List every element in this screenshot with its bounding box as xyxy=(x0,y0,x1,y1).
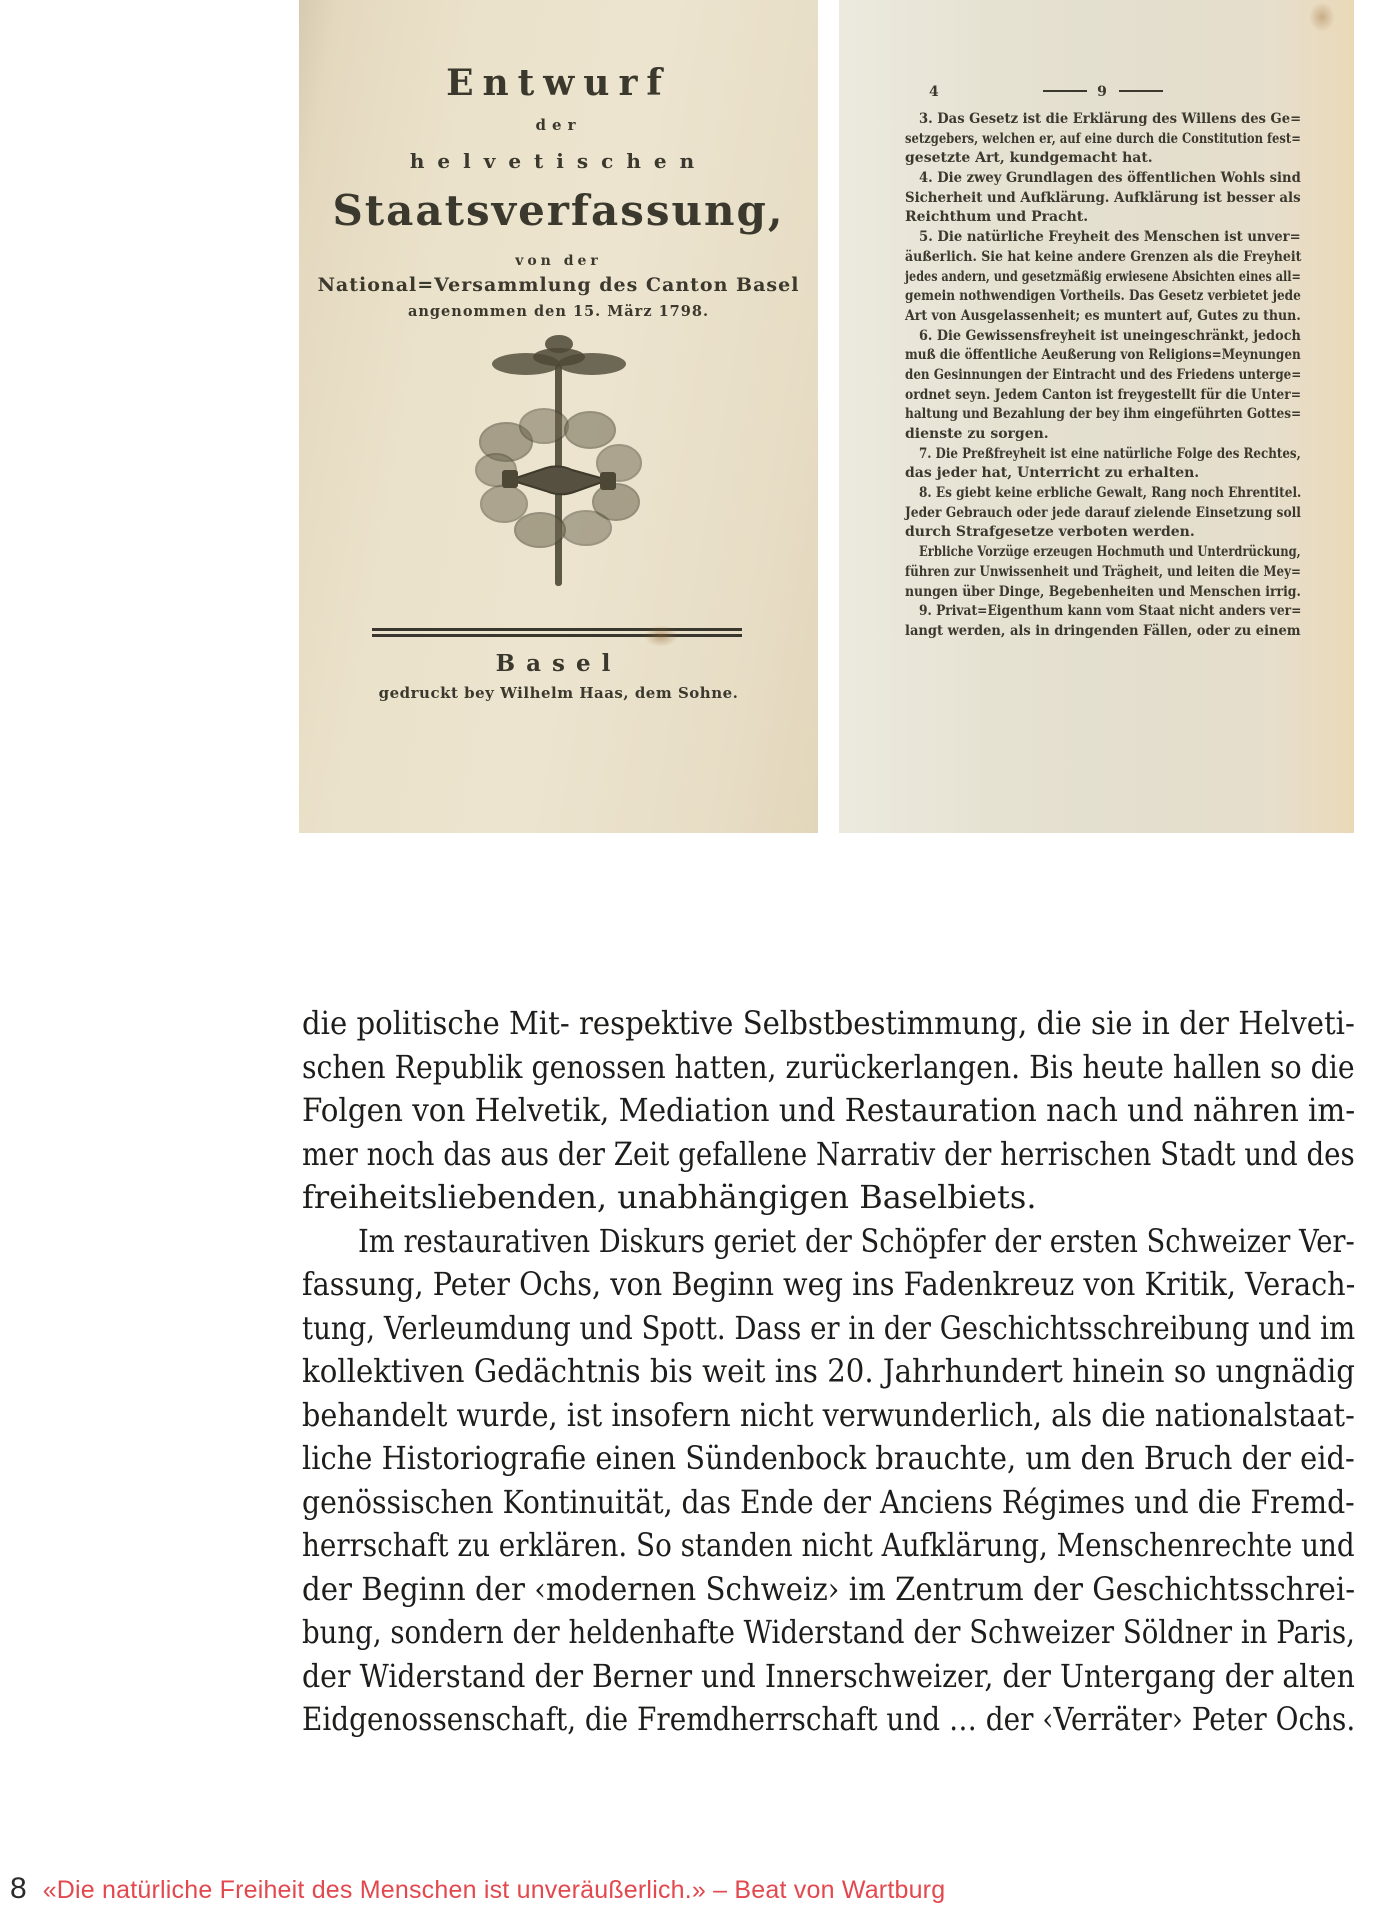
constitution-text-line: Sicherheit und Aufklärung. Aufklärung ist besser als xyxy=(905,189,1301,206)
constitution-text-line: muß die öffentliche Aeußerung von Religions=Meynungen xyxy=(905,347,1301,364)
body-text-line: behandelt wurde, ist insofern nicht verwunderlich, als die nationalstaat- xyxy=(302,1395,1355,1434)
body-text-line: die politische Mit- respektive Selbstbestimmung, die sie in der Helveti- xyxy=(302,1004,1355,1042)
body-text-line: Im restaurativen Diskurs geriet der Schöpfer der ersten Schweizer Ver- xyxy=(358,1221,1355,1260)
scan-constitution-page xyxy=(839,0,1354,833)
constitution-text-line: Reichthum und Pracht. xyxy=(905,209,1089,226)
constitution-text-line: gesetzte Art, kundgemacht hat. xyxy=(905,150,1153,167)
scan-date-line: angenommen den 15. März 1798. xyxy=(407,303,710,320)
constitution-text-line: 9. Privat=Eigenthum kann vom Staat nicht anders ver= xyxy=(919,603,1302,620)
folio-page-number: 8 xyxy=(10,1872,27,1905)
body-text-line: kollektiven Gedächtnis bis weit ins 20. Jahrhundert hinein so ungnädig xyxy=(302,1352,1355,1390)
paper-stain xyxy=(1309,2,1335,32)
constitution-text-line: ordnet seyn. Jedem Canton ist freygestellt für die Unter= xyxy=(905,386,1302,403)
body-text-line: liche Historiografie einen Sündenbock brauchte, um den Bruch der eid- xyxy=(302,1439,1355,1477)
constitution-text-line: 6. Die Gewissensfreyheit ist uneingeschränkt, jedoch xyxy=(919,327,1301,344)
body-paragraph-2 xyxy=(302,1220,1355,1742)
page-rule-right xyxy=(1119,90,1163,92)
constitution-text-line: setzgebers, welchen er, auf eine durch die Constitution fest= xyxy=(905,130,1301,147)
body-text-line: herrschaft zu erklären. So standen nicht Aufklärung, Menschenrechte und xyxy=(302,1526,1355,1564)
constitution-text-line: langt werden, als in dringenden Fällen, oder zu einem xyxy=(905,622,1301,639)
scan-title-line: helvetischen xyxy=(409,149,708,173)
scan-title-page xyxy=(299,0,818,833)
constitution-text-block xyxy=(905,110,1301,642)
body-text-line: der Beginn der ‹modernen Schweiz› im Zentrum der Geschichtsschrei- xyxy=(302,1569,1356,1608)
page-rule-left xyxy=(1043,90,1087,92)
constitution-text-line: nungen über Dinge, Begebenheiten und Menschen irrig. xyxy=(905,583,1301,600)
scan-title-line: Entwurf xyxy=(446,62,671,104)
body-text-line: tung, Verleumdung und Spott. Dass er in der Geschichtsschreibung und im xyxy=(302,1308,1356,1347)
scan-title-line: Staatsverfassung, xyxy=(332,186,785,235)
body-text-line: Folgen von Helvetik, Mediation und Restauration nach und nähren im- xyxy=(302,1091,1356,1129)
body-text-line: schen Republik genossen hatten, zurückerlangen. Bis heute hallen so die xyxy=(302,1047,1355,1086)
constitution-text-line: 3. Das Gesetz ist die Erklärung des Willens des Ge= xyxy=(919,111,1302,127)
scan-page-header xyxy=(905,84,1301,102)
constitution-text-line: das jeder hat, Unterricht zu erhalten. xyxy=(905,465,1200,482)
body-text-line: fassung, Peter Ochs, von Beginn weg ins Fadenkreuz von Kritik, Verach- xyxy=(302,1265,1356,1303)
constitution-text-line: 5. Die natürliche Freyheit des Menschen ist unver= xyxy=(919,229,1301,246)
scan-subtitle-line: von der xyxy=(515,253,602,269)
constitution-text-line: Art von Ausgelassenheit; es muntert auf, Gutes zu thun. xyxy=(905,307,1301,324)
liberty-tree-emblem-icon xyxy=(474,330,644,606)
body-text-block xyxy=(302,1002,1355,1742)
signature-mark: 4 xyxy=(929,84,939,100)
constitution-text-line: Erbliche Vorzüge erzeugen Hochmuth und Unterdrückung, xyxy=(919,544,1301,561)
scan-page-number: 9 xyxy=(905,84,1301,100)
body-text-line: Eidgenossenschaft, die Fremdherrschaft und … der ‹Verräter› Peter Ochs. xyxy=(302,1700,1356,1738)
constitution-text-line: dienste zu sorgen. xyxy=(905,426,1049,442)
body-text-line: freiheitsliebenden, unabhängigen Baselbiets. xyxy=(302,1178,1037,1216)
constitution-text-line: den Gesinnungen der Eintracht und des Friedens unterge= xyxy=(905,366,1302,383)
constitution-text-line: 7. Die Preßfreyheit ist eine natürliche Folge des Rechtes, xyxy=(919,445,1301,462)
constitution-text-line: äußerlich. Sie hat keine andere Grenzen als die Freyheit xyxy=(905,248,1302,265)
constitution-text-line: durch Strafgesetze verboten werden. xyxy=(905,524,1195,541)
constitution-text-line: 4. Die zwey Grundlagen des öffentlichen Wohls sind xyxy=(919,170,1301,187)
constitution-text-line: führen zur Unwissenheit und Trägheit, und leiten die Mey= xyxy=(905,563,1301,580)
scan-subtitle-line: National=Versammlung des Canton Basel xyxy=(317,274,800,296)
scan-printer-line: gedruckt bey Wilhelm Haas, dem Sohne. xyxy=(378,684,739,702)
double-rule-divider xyxy=(372,628,742,637)
running-title-caption: «Die natürliche Freiheit des Menschen ist unveräußerlich.» – Beat von Wartburg xyxy=(42,1876,946,1904)
body-text-line: bung, sondern der heldenhafte Widerstand der Schweizer Söldner in Paris, xyxy=(302,1613,1355,1651)
page-footer xyxy=(10,1872,945,1906)
constitution-text-line: jedes andern, und gesetzmäßig erwiesene Absichten eines all= xyxy=(905,268,1301,285)
constitution-text-line: haltung und Bezahlung der bey ihm eingeführten Gottes= xyxy=(905,406,1302,423)
constitution-text-line: 8. Es giebt keine erbliche Gewalt, Rang noch Ehrentitel. xyxy=(919,485,1302,502)
constitution-text-line: Jeder Gebrauch oder jede darauf zielende Einsetzung soll xyxy=(905,504,1301,521)
scan-place-line: Basel xyxy=(495,650,622,677)
body-text-line: mer noch das aus der Zeit gefallene Narrativ der herrischen Stadt und des xyxy=(302,1134,1355,1173)
scan-title-line: der xyxy=(535,116,582,134)
constitution-text-line: gemein nothwendigen Vortheils. Das Gesetz verbietet jede xyxy=(905,288,1301,305)
body-paragraph-1 xyxy=(302,1002,1355,1220)
body-text-line: genössischen Kontinuität, das Ende der Anciens Régimes und die Fremd- xyxy=(302,1482,1355,1521)
body-text-line: der Widerstand der Berner und Innerschweizer, der Untergang der alten xyxy=(302,1656,1355,1695)
